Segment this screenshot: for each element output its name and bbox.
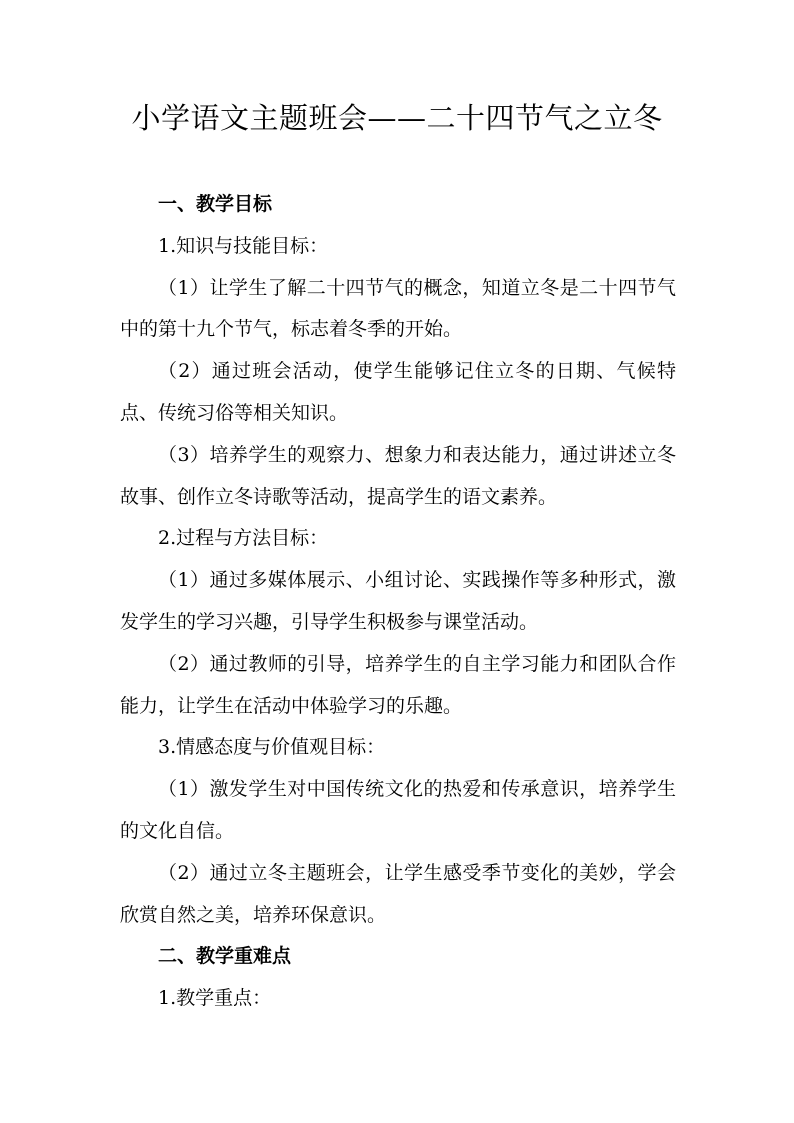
objective-item: （2）通过班会活动，使学生能够记住立冬的日期、气候特点、传统习俗等相关知识。	[120, 360, 676, 424]
objective-item: （2）通过教师的引导，培养学生的自主学习能力和团队合作能力，让学生在活动中体验学习的乐趣。	[120, 652, 676, 717]
subsection-heading-process-methods: 2.过程与方法目标：	[158, 527, 329, 550]
subsection-heading-teaching-focus: 1.教学重点：	[158, 987, 272, 1010]
document-title: 小学语文主题班会——二十四节气之立冬	[131, 101, 663, 135]
objective-item: （2）通过立冬主题班会，让学生感受季节变化的美妙，学会欣赏自然之美，培养环保意识。	[120, 861, 676, 926]
section-heading-key-difficulties: 二、教学重难点	[158, 945, 292, 968]
objective-item: （1）通过多媒体展示、小组讨论、实践操作等多种形式，激发学生的学习兴趣，引导学生积极参与课堂活动。	[120, 569, 676, 633]
subsection-heading-knowledge-skills: 1.知识与技能目标：	[158, 234, 329, 257]
objective-item: （1）让学生了解二十四节气的概念，知道立冬是二十四节气中的第十九个节气，标志着冬季的开始。	[120, 276, 676, 341]
document-body	[120, 184, 676, 1020]
objective-item: （1）激发学生对中国传统文化的热爱和传承意识，培养学生的文化自信。	[120, 778, 676, 842]
subsection-heading-emotion-values: 3.情感态度与价值观目标：	[158, 736, 386, 759]
section-heading-teaching-objectives: 一、教学目标	[158, 193, 273, 215]
objective-item: （3）培养学生的观察力、想象力和表达能力，通过讲述立冬故事、创作立冬诗歌等活动，提高学生的语文素养。	[120, 443, 676, 508]
